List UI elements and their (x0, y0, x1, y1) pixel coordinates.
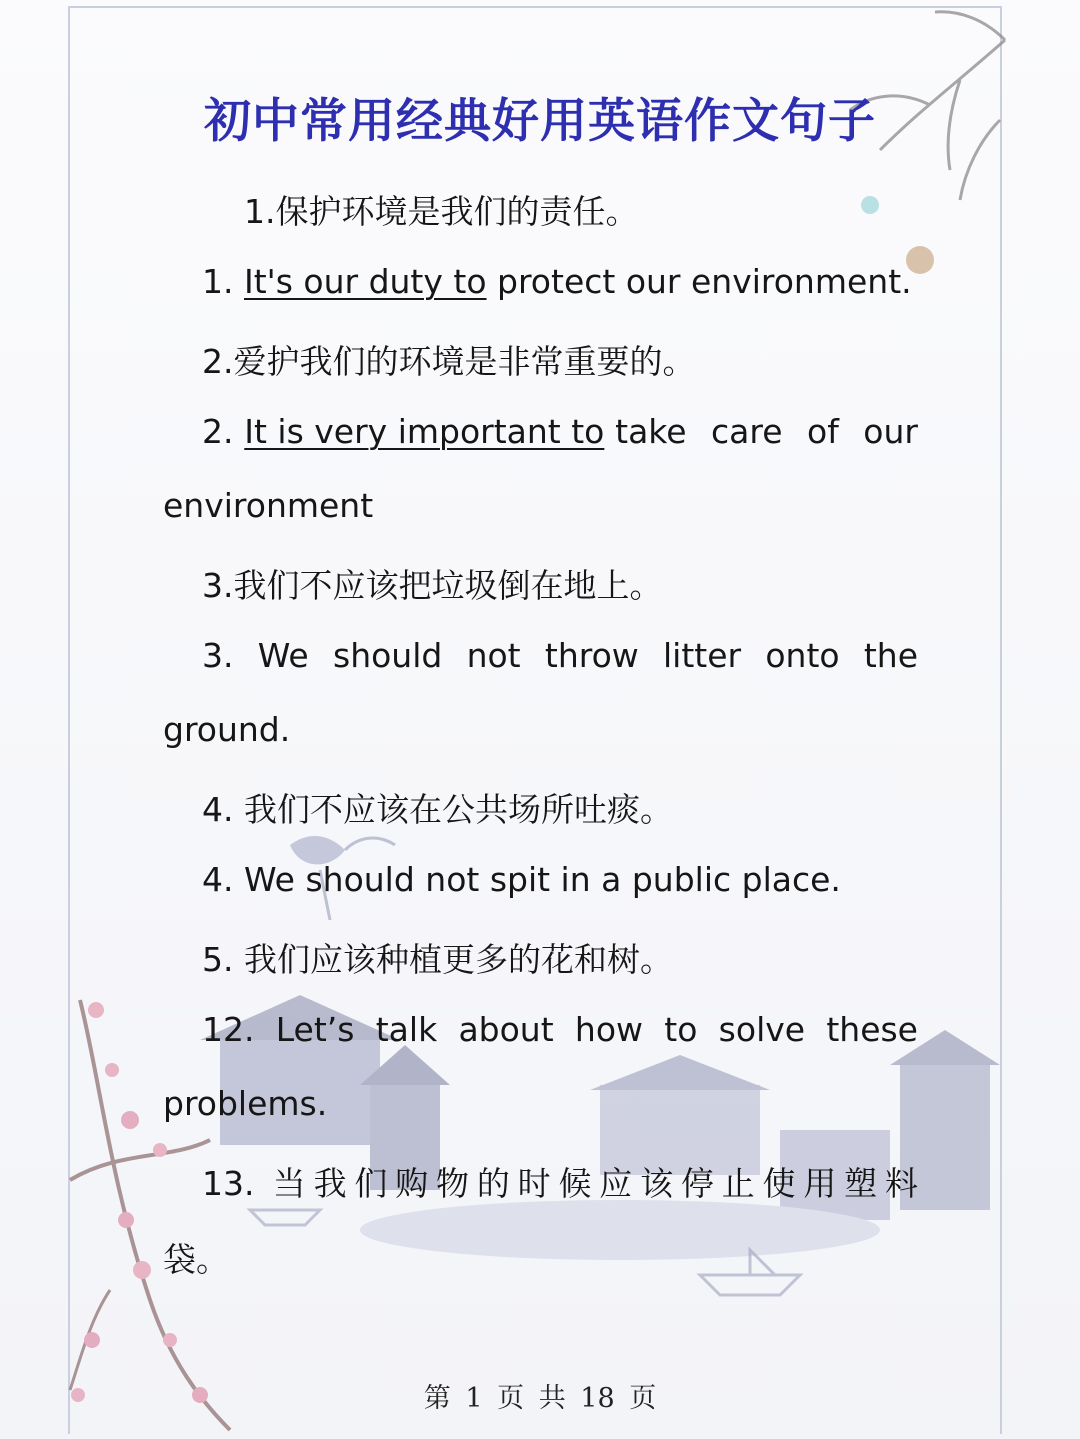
sentence-4-chinese: 4. 我们不应该在公共场所吐痰。 (202, 790, 673, 829)
page-title: 初中常用经典好用英语作文句子 (204, 94, 876, 149)
plum-branch-icon (70, 1000, 230, 1430)
sentence-5-chinese: 5. 我们应该种植更多的花和树。 (202, 940, 673, 979)
sentence-text: protect our environment. (486, 262, 912, 301)
sentence-4-english: 4. We should not spit in a public place. (202, 860, 841, 899)
sentence-13-chinese: 13. 当我们购物的时候应该停止使用塑料 (202, 1164, 918, 1203)
sentence-text: take care of our (615, 412, 918, 451)
sentence-1-chinese: 1.保护环境是我们的责任。 (244, 192, 639, 231)
sentence-13-chinese-wrap: 袋。 (163, 1240, 229, 1279)
sentence-12-english-wrap: problems. (163, 1084, 328, 1123)
sentence-2-english-wrap: environment (163, 486, 374, 525)
sentence-number: 1. (202, 262, 244, 301)
underlined-phrase: It is very important to (244, 412, 605, 451)
sentence-3-chinese: 3.我们不应该把垃圾倒在地上。 (202, 566, 663, 605)
leaf-icon (861, 196, 879, 214)
sentence-2-english (202, 412, 918, 451)
sentence-3-english: 3. We should not throw litter onto the (202, 636, 918, 675)
sentence-number: 2. (202, 412, 234, 451)
sentence-2-chinese: 2.爱护我们的环境是非常重要的。 (202, 342, 696, 381)
underlined-phrase: It's our duty to (243, 262, 487, 301)
sentence-3-english-wrap: ground. (163, 710, 291, 749)
sentence-12-english: 12. Let’s talk about how to solve these (202, 1010, 918, 1049)
page-footer: 第 1 页 共 18 页 (423, 1383, 657, 1414)
sentence-1-english (202, 262, 912, 301)
